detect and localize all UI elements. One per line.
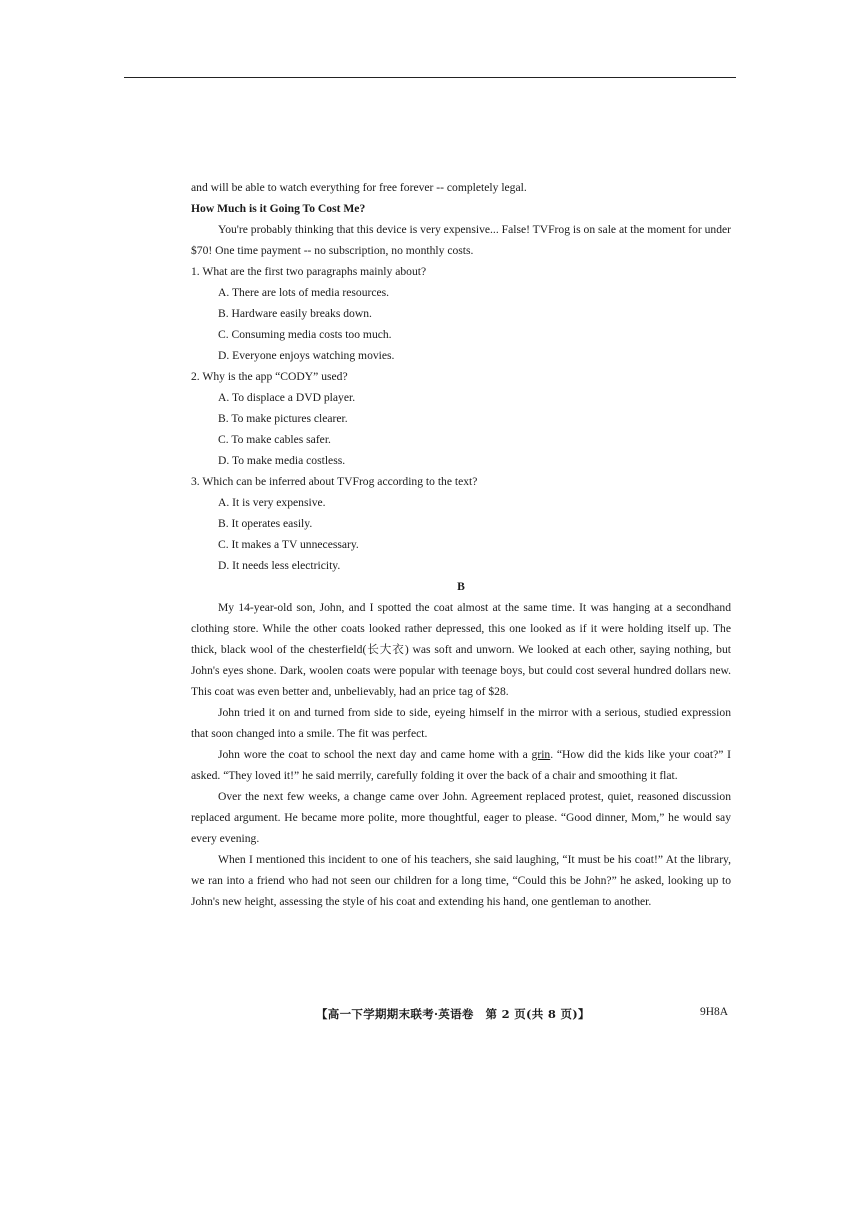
question-text: 1. What are the first two paragraphs mainly about? xyxy=(191,265,427,278)
option-b[interactable]: B. It operates easily. xyxy=(218,517,313,530)
underlined-word: grin xyxy=(531,748,551,761)
p3-before: John wore the coat to school the next day and came home with a xyxy=(218,748,532,761)
footer-code: 9H8A xyxy=(700,1006,729,1018)
option-a[interactable]: A. To displace a DVD player. xyxy=(218,391,356,404)
option-d[interactable]: D. Everyone enjoys watching movies. xyxy=(218,349,395,362)
question-1 xyxy=(191,261,731,366)
question-2 xyxy=(191,366,731,471)
passage-paragraph-5: When I mentioned this incident to one of his teachers, she said laughing, “It must be his coat!” At the library, we ran into a friend who had not seen our children for a long time, “Could this be John?” he asked, looking up to John's new height, assessing the style of his coat and extending his hand, one gentleman to another. xyxy=(191,853,731,908)
continued-text: and will be able to watch everything for free forever -- completely legal. xyxy=(191,181,527,194)
question-3 xyxy=(191,471,731,576)
option-c[interactable]: C. To make cables safer. xyxy=(218,433,331,446)
option-list xyxy=(191,282,731,366)
option-list xyxy=(191,387,731,471)
cost-paragraph: You're probably thinking that this device is very expensive... False! TVFrog is on sale at the moment for under $70! One time payment -- no subscription, no monthly costs. xyxy=(191,223,731,257)
top-rule xyxy=(124,77,736,78)
option-d[interactable]: D. It needs less electricity. xyxy=(218,559,341,572)
page-content xyxy=(191,177,731,912)
passage-paragraph-2: John tried it on and turned from side to side, eyeing himself in the mirror with a serious, studied expression that soon changed into a smile. The fit was perfect. xyxy=(191,706,731,740)
passage-paragraph-4: Over the next few weeks, a change came over John. Agreement replaced protest, quiet, reasoned discussion replaced argument. He became more polite, more thoughtful, eager to please. “Good dinner, Mom,” he would say every evening. xyxy=(191,790,731,845)
option-b[interactable]: B. To make pictures clearer. xyxy=(218,412,348,425)
passage-paragraph-3 xyxy=(191,744,731,786)
option-c[interactable]: C. It makes a TV unnecessary. xyxy=(218,538,359,551)
option-a[interactable]: A. It is very expensive. xyxy=(218,496,326,509)
question-text: 3. Which can be inferred about TVFrog according to the text? xyxy=(191,475,478,488)
option-b[interactable]: B. Hardware easily breaks down. xyxy=(218,307,372,320)
page-footer: 【高一下学期期末联考·英语卷 第 2 页(共 8 页)】 xyxy=(316,1007,590,1021)
question-text: 2. Why is the app “CODY” used? xyxy=(191,370,348,383)
p3-after: . “How did the kids like your coat?” I asked. “They loved it!” he said merrily, carefully folding it over the back of a chair and smoothing it flat. xyxy=(191,748,731,782)
option-list xyxy=(191,492,731,576)
cost-heading: How Much is it Going To Cost Me? xyxy=(191,202,366,215)
section-b-heading: B xyxy=(457,580,465,593)
passage-paragraph-1: My 14-year-old son, John, and I spotted the coat almost at the same time. It was hanging at a secondhand clothing store. While the other coats looked rather depressed, this one looked as if it were holding itself up. The thick, black wool of the chesterfield(长大衣) was soft and unworn. We looked at each other, saying nothing, but John's eyes shone. Dark, woolen coats were popular with teenage boys, but could cost several hundred dollars new. This coat was even better and, unbelievably, had an price tag of $28. xyxy=(191,601,731,698)
option-c[interactable]: C. Consuming media costs too much. xyxy=(218,328,392,341)
option-d[interactable]: D. To make media costless. xyxy=(218,454,346,467)
option-a[interactable]: A. There are lots of media resources. xyxy=(218,286,390,299)
